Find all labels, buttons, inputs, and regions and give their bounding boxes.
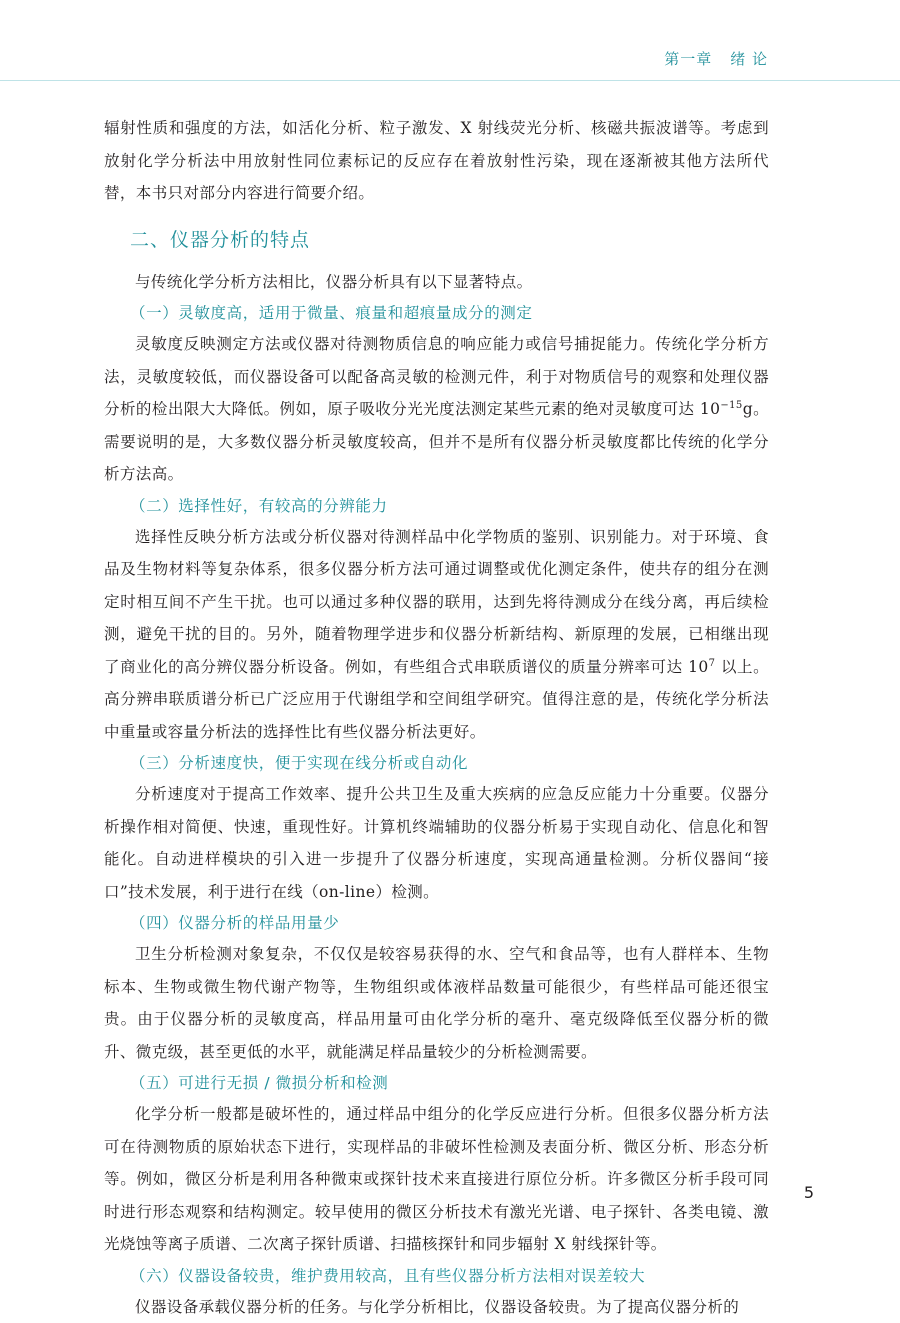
chapter-label: 第一章: [664, 50, 712, 68]
chapter-title: 绪 论: [730, 50, 768, 68]
subsection-body-3: 分析速度对于提高工作效率、提升公共卫生及重大疾病的应急反应能力十分重要。仪器分析操作相对简便、快速，重现性好。计算机终端辅助的仪器分析易于实现自动化、信息化和智能化。自动进样模块的引入进一步提升了仪器分析速度，实现高通量检测。分析仪器间“接口”技术发展，利于进行在线（on-line）检测。: [104, 778, 769, 908]
subsection-title-1: （一）灵敏度高，适用于微量、痕量和超痕量成分的测定: [130, 298, 769, 328]
section-lead: 与传统化学分析方法相比，仪器分析具有以下显著特点。: [104, 266, 769, 299]
subsection-body-4: 卫生分析检测对象复杂，不仅仅是较容易获得的水、空气和食品等，也有人群样本、生物标本、生物或微生物代谢产物等，生物组织或体液样品数量可能很少，有些样品可能还很宝贵。由于仪器分析的灵敏度高，样品用量可由化学分析的毫升、毫克级降低至仪器分析的微升、微克级，甚至更低的水平，就能满足样品量较少的分析检测需要。: [104, 938, 769, 1068]
body-text: 选择性反映分析方法或分析仪器对待测样品中化学物质的鉴别、识别能力。对于环境、食品及生物材料等复杂体系，很多仪器分析方法可通过调整或优化测定条件，使共存的组分在测定时相互间不产生干扰。也可以通过多种仪器的联用，达到先将待测成分在线分离，再后续检测，避免干扰的目的。另外，随着物理学进步和仪器分析新结构、新原理的发展，已相继出现了商业化的高分辨仪器分析设备。例如，有些组合式串联质谱仪的质量分辨率可达 10: [104, 528, 769, 676]
subsection-title-4: （四）仪器分析的样品用量少: [130, 908, 769, 938]
subsection-body-1: [104, 328, 769, 491]
exponent: 7: [709, 657, 716, 668]
subsection-body-5: 化学分析一般都是破坏性的，通过样品中组分的化学反应进行分析。但很多仪器分析方法可在待测物质的原始状态下进行，实现样品的非破坏性检测及表面分析、微区分析、形态分析等。例如，微区分析是利用各种微束或探针技术来直接进行原位分析。许多微区分析手段可同时进行形态观察和结构测定。较早使用的微区分析技术有激光光谱、电子探针、各类电镜、激光烧蚀等离子质谱、二次离子探针质谱、扫描核探针和同步辐射 X 射线探针等。: [104, 1098, 769, 1261]
body-text: g。需要说明的是，大多数仪器分析灵敏度较高，但并不是所有仪器分析灵敏度都比传统的化学分析方法高。: [104, 400, 769, 483]
body-text: 以上。高分辨串联质谱分析已广泛应用于代谢组学和空间组学研究。值得注意的是，传统化学分析法中重量或容量分析法的选择性比有些仪器分析法更好。: [104, 658, 769, 741]
running-header: [664, 48, 768, 69]
header-rule: [0, 80, 900, 81]
subsection-title-2: （二）选择性好，有较高的分辨能力: [130, 491, 769, 521]
exponent: −15: [720, 400, 742, 411]
intro-paragraph: 辐射性质和强度的方法，如活化分析、粒子激发、X 射线荧光分析、核磁共振波谱等。考虑到放射化学分析法中用放射性同位素标记的反应存在着放射性污染，现在逐渐被其他方法所代替，本书只对部分内容进行简要介绍。: [104, 112, 769, 210]
subsection-title-5: （五）可进行无损 / 微损分析和检测: [130, 1068, 769, 1098]
section-title: 二、仪器分析的特点: [130, 228, 769, 252]
subsection-body-6: 仪器设备承载仪器分析的任务。与化学分析相比，仪器设备较贵。为了提高仪器分析的: [104, 1291, 769, 1323]
subsection-title-3: （三）分析速度快，便于实现在线分析或自动化: [130, 748, 769, 778]
page-body: [104, 112, 769, 1323]
subsection-body-2: [104, 521, 769, 749]
page-number: 5: [804, 1183, 814, 1202]
subsection-title-6: （六）仪器设备较贵，维护费用较高，且有些仪器分析方法相对误差较大: [130, 1261, 769, 1291]
body-text: 灵敏度反映测定方法或仪器对待测物质信息的响应能力或信号捕捉能力。传统化学分析方法，灵敏度较低，而仪器设备可以配备高灵敏的检测元件，利于对物质信号的观察和处理仪器分析的检出限大大降低。例如，原子吸收分光光度法测定某些元素的绝对灵敏度可达 10: [104, 335, 769, 418]
